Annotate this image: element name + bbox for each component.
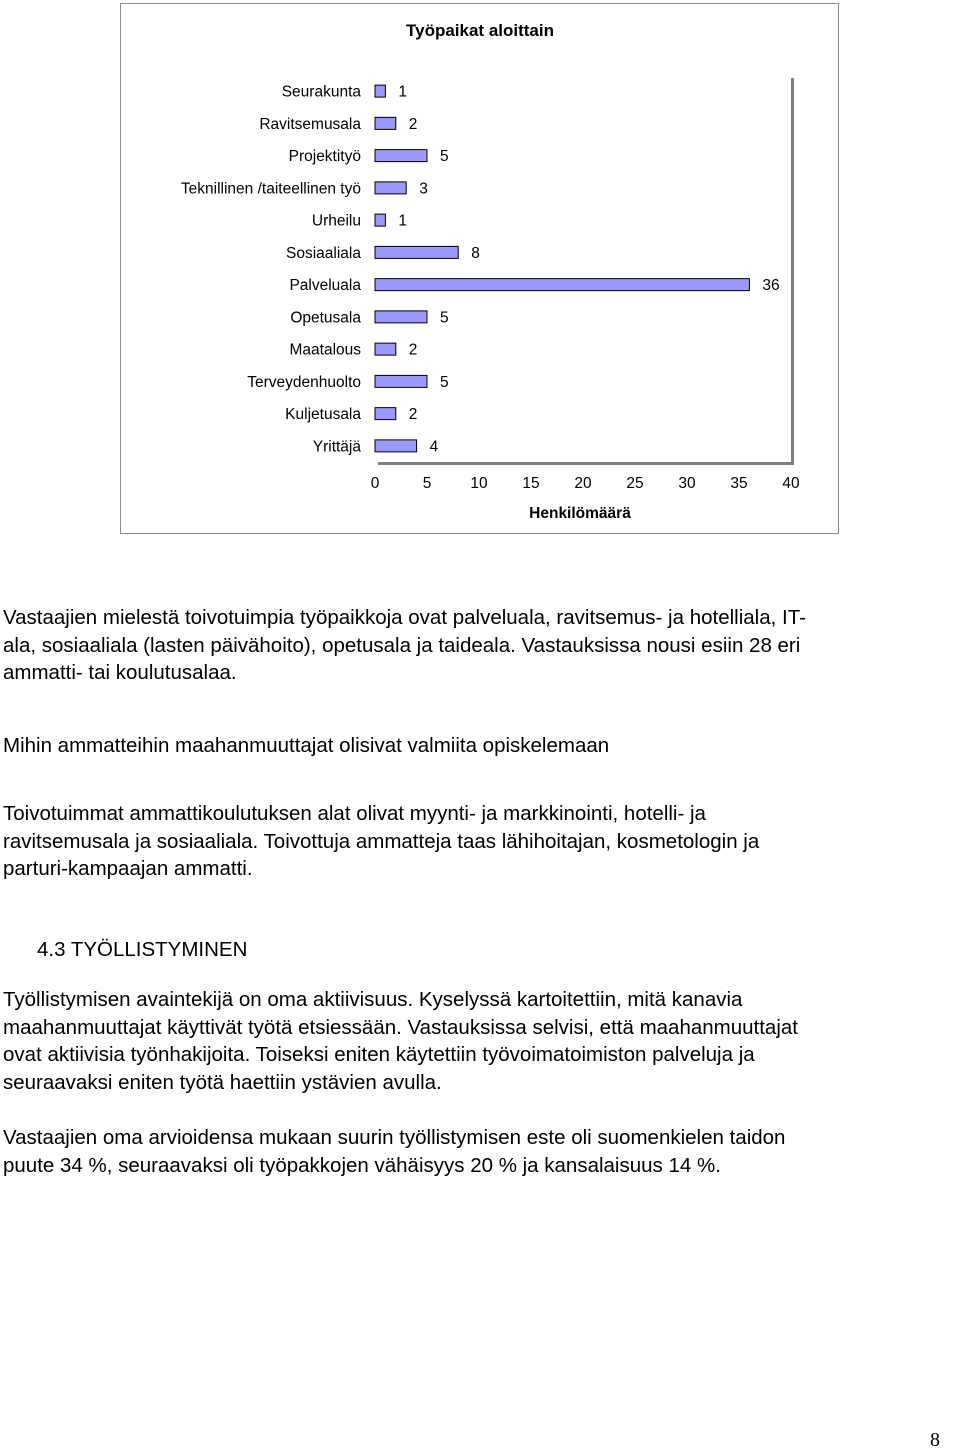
bar-value-label: 2 bbox=[408, 341, 418, 359]
paragraph-line: puute 34 %, seuraavaksi oli työpakkojen vähäisyys 20 % ja kansalaisuus 14 %. bbox=[3, 1153, 721, 1177]
category-label: Seurakunta bbox=[281, 83, 361, 101]
x-tick-label: 25 bbox=[626, 475, 644, 492]
category-label: Maatalous bbox=[289, 341, 361, 359]
x-tick-label: 30 bbox=[678, 475, 696, 492]
category-label: Ravitsemusala bbox=[259, 115, 361, 133]
paragraph-popular-workplaces bbox=[3, 604, 943, 687]
paragraph-line: ravitsemusala ja sosiaaliala. Toivottuja ammatteja taas lähihoitajan, kosmetologin ja bbox=[3, 829, 760, 853]
bar bbox=[375, 182, 406, 194]
x-axis-label: Henkilömäärä bbox=[529, 505, 631, 522]
category-label: Urheilu bbox=[311, 212, 361, 230]
x-tick-label: 20 bbox=[574, 475, 592, 492]
bar-value-label: 2 bbox=[408, 115, 418, 133]
bar bbox=[375, 343, 396, 355]
paragraph-line: Toivotuimmat ammattikoulutuksen alat olivat myynti- ja markkinointi, hotelli- ja bbox=[3, 802, 706, 825]
x-tick-label: 15 bbox=[522, 475, 540, 492]
section-heading-text: 4.3 TYÖLLISTYMINEN bbox=[37, 938, 248, 961]
paragraph-line: Vastaajien mielestä toivotuimpia työpaikkoja ovat palveluala, ravitsemus- ja hotelliala, IT- bbox=[3, 606, 806, 629]
bar bbox=[375, 408, 396, 420]
bar bbox=[375, 150, 427, 162]
paragraph-employment bbox=[3, 986, 943, 1096]
bar bbox=[375, 279, 749, 291]
bar bbox=[375, 214, 385, 226]
x-tick-label: 10 bbox=[470, 475, 488, 492]
paragraph-line: ammatti- tai koulutusalaa. bbox=[3, 661, 237, 684]
paragraph-obstacles bbox=[3, 1124, 943, 1179]
bar-value-label: 2 bbox=[408, 406, 418, 424]
chart-title: Työpaikat aloittain bbox=[406, 21, 554, 40]
bar-value-label: 5 bbox=[440, 373, 449, 391]
paragraph-line: ovat aktiivisia työnhakijoita. Toiseksi eniten käytettiin työvoimatoimiston palveluja ja bbox=[3, 1043, 755, 1066]
bar-value-label: 36 bbox=[762, 277, 780, 295]
paragraph-line: ala, sosiaaliala (lasten päivähoito), opetusala ja taideala. Vastauksissa nousi esiin 28 eri bbox=[3, 633, 801, 657]
bar-value-label: 1 bbox=[398, 212, 408, 230]
paragraph-line: seuraavaksi eniten työtä haettiin ystävien avulla. bbox=[3, 1070, 442, 1094]
x-tick-label: 5 bbox=[422, 475, 432, 492]
bar bbox=[375, 117, 396, 129]
category-label: Sosiaaliala bbox=[286, 244, 361, 262]
bar-value-label: 4 bbox=[429, 438, 439, 456]
plot-area bbox=[375, 75, 791, 462]
bar bbox=[375, 440, 417, 452]
bar bbox=[375, 311, 427, 323]
bar bbox=[375, 85, 385, 97]
bar-chart bbox=[121, 4, 840, 535]
paragraph-line: Vastaajien oma arvioidensa mukaan suurin työllistymisen este oli suomenkielen taidon bbox=[3, 1126, 786, 1149]
x-tick-label: 40 bbox=[782, 475, 800, 492]
x-tick-label: 35 bbox=[730, 475, 748, 492]
category-label: Teknillinen /taiteellinen työ bbox=[180, 180, 361, 198]
x-tick-label: 0 bbox=[370, 475, 380, 492]
page-number: 8 bbox=[930, 1429, 940, 1451]
category-label: Opetusala bbox=[290, 309, 361, 327]
bar bbox=[375, 246, 458, 258]
category-label: Terveydenhuolto bbox=[247, 373, 361, 391]
paragraph-vocational-training bbox=[3, 800, 943, 883]
category-label: Kuljetusala bbox=[285, 406, 361, 424]
category-label: Projektityö bbox=[288, 148, 361, 166]
category-label: Palveluala bbox=[289, 277, 361, 295]
section-heading bbox=[37, 936, 960, 964]
bar-value-label: 1 bbox=[398, 83, 408, 101]
paragraph-line: maahanmuuttajat käyttivät työtä etsiessään. Vastauksissa selvisi, että maahanmuuttajat bbox=[3, 1015, 798, 1039]
question-text: Mihin ammatteihin maahanmuuttajat olisivat valmiita opiskelemaan bbox=[3, 734, 610, 757]
bar-value-label: 8 bbox=[471, 244, 480, 262]
bar-value-label: 5 bbox=[440, 148, 449, 166]
question-heading bbox=[3, 732, 943, 760]
bar-value-label: 3 bbox=[419, 180, 428, 198]
paragraph-line: parturi-kampaajan ammatti. bbox=[3, 857, 253, 880]
bar bbox=[375, 375, 427, 387]
paragraph-line: Työllistymisen avaintekijä on oma aktiivisuus. Kyselyssä kartoitettiin, mitä kanavia bbox=[3, 988, 743, 1011]
category-label: Yrittäjä bbox=[312, 438, 361, 456]
chart-container bbox=[120, 3, 839, 534]
bar-value-label: 5 bbox=[440, 309, 449, 327]
